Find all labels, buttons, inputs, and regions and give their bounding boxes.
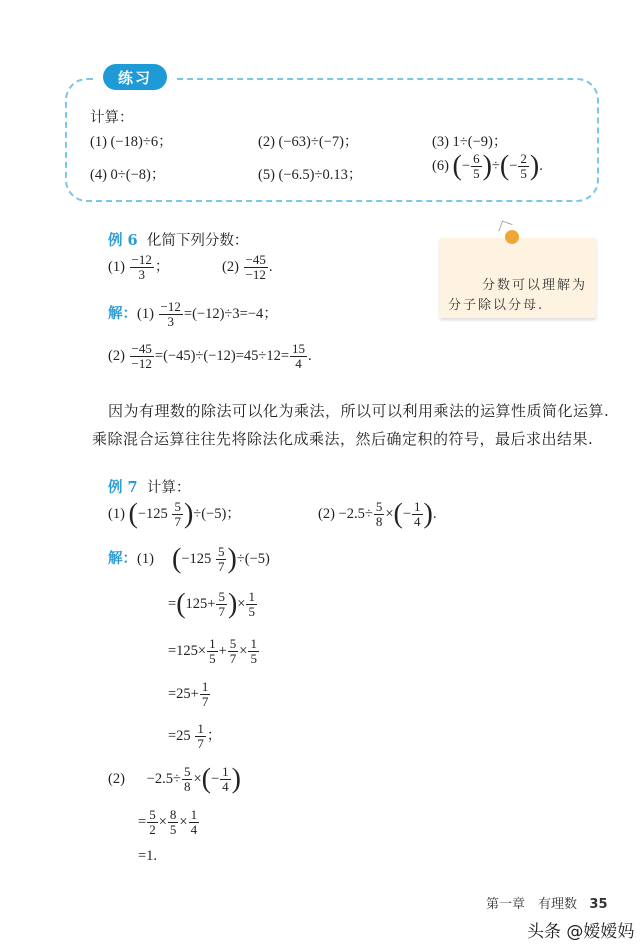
denominator: 7 [201,694,209,709]
item-label: (5) [258,167,275,183]
example-title: 计算： [146,480,191,496]
numerator: 1 [250,636,257,651]
whole: −125 [181,550,212,567]
expr: =(−45)÷(−12)=45÷12= [154,347,290,364]
practice-prompt: 计算： [90,110,134,126]
fraction [216,545,227,574]
minus: − [210,770,220,787]
item-expr: (−6.5)÷0.13； [278,167,363,183]
eq: =125× [168,642,207,659]
numerator: 15 [292,341,306,356]
denominator: 7 [197,736,204,751]
example7-q2 [318,500,436,529]
numerator: 1 [222,764,229,779]
eq: = [168,595,177,612]
solution-label: 解： [108,305,137,322]
expr: ÷(−5) [236,550,270,567]
example6-q1 [108,253,169,282]
denominator: 7 [174,514,181,529]
eq: = [138,813,147,830]
end: . [268,258,273,275]
numerator: 6 [473,151,480,166]
example-label: 例 6 [108,232,138,249]
paren: ( [128,498,138,530]
item-label: (2) [222,258,239,275]
numerator: −45 [245,252,266,267]
example-title: 化简下列分数： [146,233,249,249]
example7-solution-2-step1 [138,808,200,837]
fraction [518,152,529,181]
op: × [385,505,394,522]
paren: ( [499,150,510,182]
paren: ) [227,543,237,575]
minus: − [461,157,471,174]
end: . [432,505,437,522]
denominator: 5 [248,604,255,619]
note-line-2: 分子除以分母. [448,298,545,313]
denominator: 5 [473,166,480,181]
practice-item-1 [90,130,173,151]
numerator: 2 [520,151,527,166]
numerator: 5 [218,589,225,604]
expr: −2.5÷ [338,505,373,522]
item-label: (1) [108,505,125,522]
denominator: 7 [218,604,225,619]
paren: ) [529,150,540,182]
paren: ( [393,498,403,530]
fraction [216,590,227,619]
numerator: 1 [414,499,421,514]
end: . [308,347,312,364]
denominator: 4 [414,514,421,529]
paren: ) [183,498,194,530]
paragraph-line-1: 因为有理数的除法可以化为乘法，所以可以利用乘法的运算性质简化运算. [108,402,610,420]
item-expr: (−18)÷6； [110,134,173,150]
page-footer [486,893,608,912]
numerator: 1 [197,721,204,736]
item-label: (1) [90,134,107,150]
op: × [158,813,167,830]
note-line-1: 分数可以理解为 [482,278,588,293]
denominator: −12 [131,356,152,371]
item-label: (2) [258,134,275,150]
numerator: 1 [190,807,198,822]
paren: ( [452,150,462,182]
pushpin-icon [505,230,519,244]
item-label: (1) [137,305,154,322]
practice-badge: 练习 [103,64,167,90]
expr: ÷(−5)； [193,505,241,522]
minus: − [509,157,518,174]
fraction [220,765,231,794]
denominator: 7 [229,651,237,666]
example7-solution-1-step4 [168,722,221,751]
fraction [290,342,307,371]
paren: ( [201,763,211,795]
example6-heading [108,229,248,250]
fraction [412,500,423,529]
paragraph-line-2: 乘除混合运算往往先将除法化成乘法，然后确定积的符号，最后求出结果. [92,430,594,448]
item-label: (3) [432,134,449,150]
fraction [130,342,154,371]
example-label: 例 7 [108,479,138,496]
denominator: 2 [149,822,156,837]
numerator: 5 [375,499,383,514]
denominator: 4 [190,822,198,837]
denominator: 5 [169,822,177,837]
eq: =1. [138,848,158,864]
fraction [195,722,206,751]
denominator: 8 [183,779,191,794]
example7-solution-2-step2 [138,848,157,865]
item-label: (2) [108,347,125,364]
minus: − [402,505,412,522]
item-label: (6) [432,157,449,174]
example7-solution-2-step0 [108,765,241,794]
numerator: 1 [209,636,216,651]
expr: −2.5÷ [146,770,181,787]
op: ÷ [491,157,500,174]
numerator: 5 [183,764,191,779]
item-expr: 1÷(−9)； [452,134,508,150]
example6-solution-2 [108,342,312,371]
item-label: (2) [108,770,125,787]
op: × [237,595,246,612]
end: . [539,157,543,174]
numerator: 5 [229,636,237,651]
chapter-title: 第一章 有理数 [486,897,578,912]
denominator: −12 [245,267,266,282]
fraction [244,253,268,282]
denominator: 4 [295,356,302,371]
item-label: (1) [108,258,125,275]
numerator: −12 [160,299,181,314]
op: × [179,813,188,830]
item-label: (1) [137,550,154,567]
fraction [130,253,154,282]
denominator: 5 [520,166,527,181]
fraction [159,300,183,329]
numerator: 1 [248,589,255,604]
expr: =(−12)÷3=−4； [183,305,278,322]
end: ； [154,258,170,275]
fraction [189,808,200,837]
whole: −125 [137,505,168,522]
eq: =25+ [168,685,199,702]
op: × [239,642,248,659]
end: ； [206,727,222,744]
item-expr: 0÷(−8)； [110,167,166,183]
op: × [193,770,202,787]
numerator: −12 [131,252,152,267]
item-expr: (−63)÷(−7)； [278,134,359,150]
fraction [168,808,179,837]
eq: =25 [168,727,191,744]
expr: 125+ [185,595,216,612]
example6-solution-1 [108,300,278,329]
numerator: −45 [131,341,152,356]
fraction [228,637,239,666]
paren: ) [423,498,433,530]
fraction [248,637,259,666]
solution-label: 解： [108,550,137,567]
example7-solution-1-step2 [168,637,260,666]
practice-item-6 [432,152,543,181]
op: + [218,642,227,659]
page-number: 35 [589,897,608,912]
denominator: 4 [222,779,229,794]
denominator: 5 [209,651,216,666]
fraction [182,765,193,794]
practice-item-4 [90,163,165,184]
numerator: 5 [217,544,225,559]
fraction [207,637,218,666]
paren: ( [176,588,186,620]
numerator: 5 [174,499,181,514]
denominator: 8 [375,514,383,529]
item-label: (4) [90,167,107,183]
fraction [374,500,385,529]
denominator: 3 [138,267,145,282]
example7-heading [108,476,190,497]
practice-item-3 [432,130,507,151]
example7-solution-1-step0 [108,545,270,574]
example6-q2 [222,253,273,282]
item-label: (2) [318,505,335,522]
denominator: 5 [250,651,257,666]
paren: ) [482,150,492,182]
denominator: 3 [167,314,174,329]
fraction [200,680,211,709]
fraction [147,808,158,837]
numerator: 1 [201,679,209,694]
denominator: 7 [217,559,225,574]
watermark: 头条 @嫒嫒妈 [527,922,635,942]
practice-item-2 [258,130,358,151]
fraction [471,152,482,181]
example7-solution-1-step1 [168,590,258,619]
paren: ( [172,543,182,575]
fraction [246,590,257,619]
numerator: 8 [169,807,177,822]
example7-q1 [108,500,241,529]
paren: ) [231,763,241,795]
paren: ) [227,588,238,620]
fraction [172,500,183,529]
margin-note [440,238,596,318]
example7-solution-1-step3 [168,680,211,709]
practice-item-5 [258,163,362,184]
numerator: 5 [149,807,156,822]
